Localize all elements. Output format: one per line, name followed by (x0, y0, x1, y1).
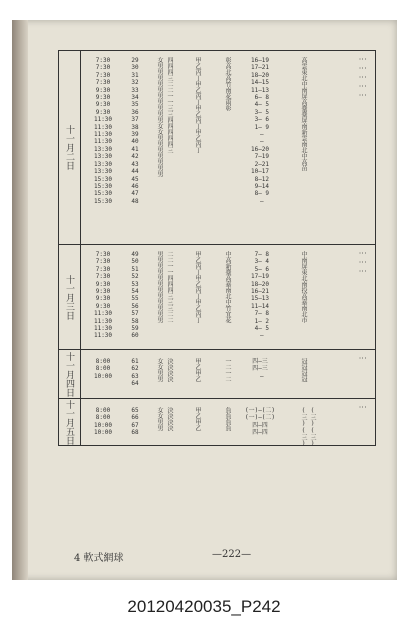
table-row (59, 399, 375, 446)
category-column: 男男男男男男男男男男男男 (156, 251, 163, 323)
category-column: 女女男男 (156, 407, 163, 431)
page-number: —222— (212, 549, 252, 560)
image-caption: 20120420035_P242 (127, 597, 281, 616)
time-column: 7:30 7:30 7:30 7:30 9:30 9:30 9:30 9:30 11:30 11:30 11:30 11:30 (93, 251, 113, 340)
category2-column: 二二一一四四四三三三二二 (166, 251, 173, 323)
date-cell: 十一月三日 (59, 245, 81, 349)
score-column: 7— 8 3— 4 5— 6 17—19 18—20 16—21 15—13 11—14 7— 8 1— 2 4— 5 — (250, 251, 270, 340)
match-number-column: 65 66 67 68 (131, 407, 139, 437)
team-a-column: 彰高北高竹南花雨彰 (224, 57, 231, 111)
table-row (59, 245, 375, 349)
group-column: 甲乙甲乙 (194, 407, 201, 431)
team-a-column: 負負負負 (224, 407, 231, 431)
team-a-column: 中高新臺高嘉南北中竹宜花 (224, 251, 231, 323)
score-column: (一)—(二) (一)—(二) 四—四 四—四 (244, 407, 276, 437)
score-column: 四—三 四—三 — (252, 358, 268, 380)
date-cell: 十一月四日 (59, 350, 81, 398)
time-column: 8:00 8:00 10:00 (93, 358, 113, 380)
category-column: 女男男男男男男男男男男女女男男男男男男男 (156, 57, 163, 177)
time-column: 7:30 7:30 7:30 7:30 9:30 9:30 9:30 9:30 11:30 11:30 11:30 11:30 13:30 13:30 13:30 13:30 15:30 15:30 15:30 15:30 (93, 57, 113, 205)
leader-dots: ⋮⋮⋮⋮⋮ (358, 55, 367, 100)
team-b-column: 中南屏東北南投高嘉南北市 (300, 251, 307, 323)
table-row (59, 350, 375, 398)
team-a-column: 一二一二 (224, 358, 231, 382)
group-column: 甲乙丙丁甲乙丙丁甲乙丙丁甲乙丙丁 (194, 57, 201, 153)
leader-dots: ⋮ (358, 403, 367, 412)
book-spine (12, 20, 28, 580)
schedule-table (58, 50, 376, 446)
date-cell: 十一月二日 (59, 51, 81, 244)
leader-dots: ⋮⋮⋮ (358, 249, 367, 276)
table-row (59, 51, 375, 244)
chapter-title: 4 軟式網球 (74, 553, 124, 564)
match-number-column: 29 30 31 32 33 34 35 36 37 38 39 40 41 42 43 44 45 46 47 48 (131, 57, 139, 205)
match-number-column: 61 62 63 64 (131, 358, 139, 388)
score-column: 16—19 17—21 18—20 14—15 11—13 6— 8 4— 5 3— 5 3— 6 1— 9 — — 16—20 7—19 2—21 10—17 8—12 9—14 8— 9 — (250, 57, 270, 205)
leader-dots: ⋮ (358, 354, 367, 363)
group-column: 甲乙甲乙 (194, 358, 201, 382)
time-column: 8:00 8:00 10:00 10:00 (93, 407, 113, 437)
category2-column: 四四四三二二一一三三四四四四四三 (166, 57, 173, 153)
group-column: 甲乙丙丁甲乙丙丁甲乙丙丁 (194, 251, 201, 323)
category-column: 女女男男 (156, 358, 163, 382)
team-b-column: 冠冠冠冠 (300, 358, 307, 382)
book-page (12, 20, 397, 580)
team-b-column: (三)(三)(三)(三) (300, 407, 316, 447)
team-b-column: 高雲東北中南屏高臺臺屏南新雲南北中高苗 (300, 57, 307, 171)
date-cell: 十一月五日 (59, 399, 81, 446)
category2-column: 決決決決 (166, 407, 173, 431)
match-number-column: 49 50 51 52 53 54 55 56 57 58 59 60 (131, 251, 139, 340)
category2-column: 決決決決 (166, 358, 173, 382)
